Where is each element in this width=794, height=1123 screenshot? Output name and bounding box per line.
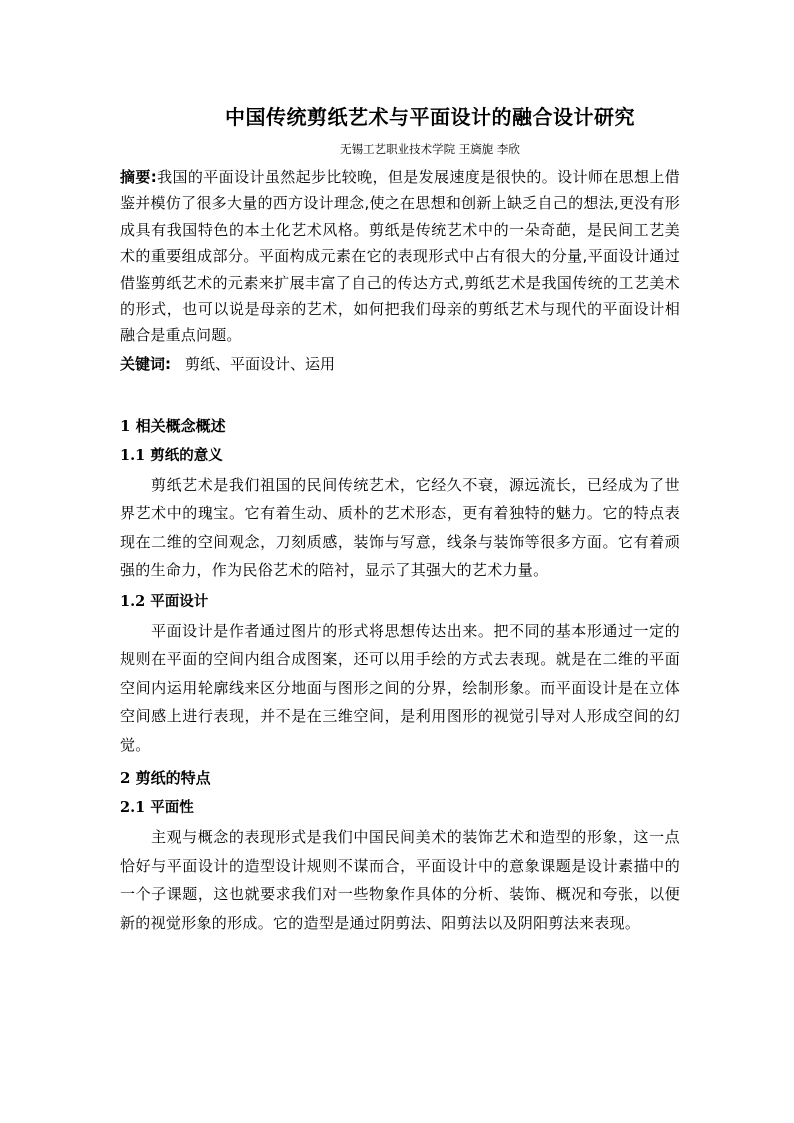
- paper-authors: 无锡工艺职业技术学院 王旖旎 李欣: [340, 142, 520, 156]
- paper-title: 中国传统剪纸艺术与平面设计的融合设计研究: [225, 105, 635, 129]
- abstract-label: 摘要:: [120, 168, 157, 186]
- section-1-2-paragraph: 平面设计是作者通过图片的形式将思想传达出来。把不同的基本形通过一定的规则在平面的空间内组合成图案，还可以用手绘的方式去表现。就是在二维的平面空间内运用轮廓线来区分地面与图形之间的分界，绘制形象。而平面设计是在立体空间感上进行表现，并不是在三维空间，是利用图形的视觉引导对人形成空间的幻觉。: [120, 621, 680, 754]
- section-heading-2-1: 2.1 平面性: [120, 799, 194, 817]
- paper-body: [120, 100, 680, 937]
- section-heading-1-2: 1.2 平面设计: [120, 592, 209, 610]
- keywords: [120, 351, 680, 377]
- section-heading-1-1: 1.1 剪纸的意义: [120, 446, 223, 464]
- section-1-1-paragraph: 剪纸艺术是我们祖国的民间传统艺术，它经久不衰，源远流长，已经成为了世界艺术中的瑰宝。它有着生动、质朴的艺术形态，更有着独特的魅力。它的特点表现在二维的空间观念，刀刻质感，装饰与写意，线条与装饰等很多方面。它有着顽强的生命力，作为民俗艺术的陪衬，显示了其强大的艺术力量。: [120, 475, 680, 580]
- keywords-label: 关键词:: [120, 354, 171, 373]
- section-heading-2: 2 剪纸的特点: [120, 769, 211, 788]
- abstract: [120, 164, 680, 349]
- keywords-text: 剪纸、平面设计、运用: [185, 354, 336, 373]
- section-2-1-paragraph: 主观与概念的表现形式是我们中国民间美术的装饰艺术和造型的形象，这一点恰好与平面设计的造型设计规则不谋而合，平面设计中的意象课题是设计素描中的一个子课题，这也就要求我们对一些物象作具体的分析、装饰、概况和夸张，以便新的视觉形象的形成。它的造型是通过阴剪法、阳剪法以及阴阳剪法来表现。: [120, 828, 680, 932]
- section-heading-1: 1 相关概念概述: [120, 416, 226, 435]
- abstract-text: 我国的平面设计虽然起步比较晚，但是发展速度是很快的。设计师在思想上借鉴并模仿了很多大量的西方设计理念,使之在思想和创新上缺乏自己的想法,更没有形成具有我国特色的本土化艺术风格。剪纸是传统艺术中的一朵奇葩，是民间工艺美术的重要组成部分。平面构成元素在它的表现形式中占有很大的分量,平面设计通过借鉴剪纸艺术的元素来扩展丰富了自己的传达方式,剪纸艺术是我国传统的工艺美术的形式，也可以说是母亲的艺术，如何把我们母亲的剪纸艺术与现代的平面设计相融合是重点问题。: [120, 168, 680, 345]
